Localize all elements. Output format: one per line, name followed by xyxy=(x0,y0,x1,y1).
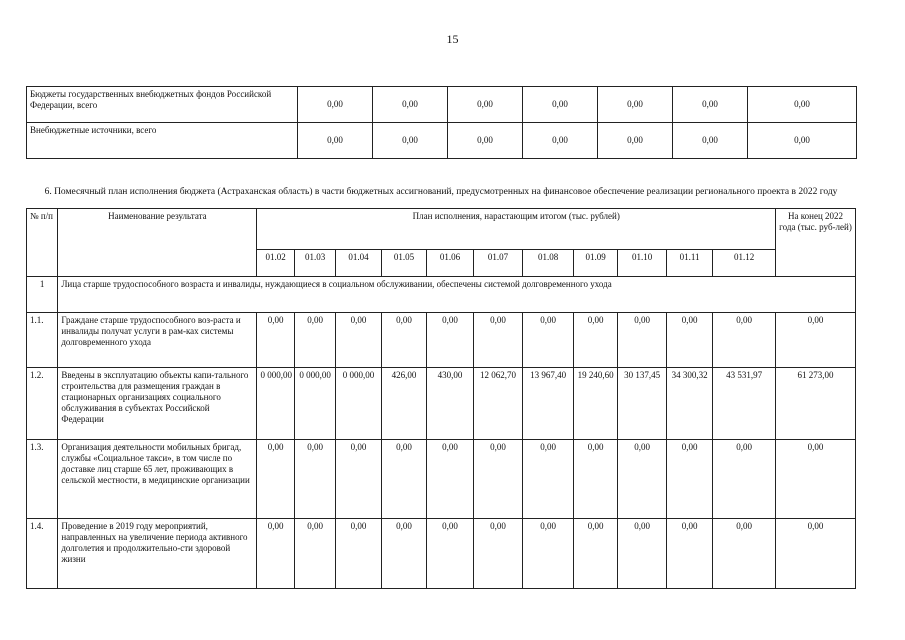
month-header: 01.07 xyxy=(473,250,523,277)
header-plan: План исполнения, нарастающим итогом (тыс. рублей) xyxy=(257,209,776,250)
top-row-value: 0,00 xyxy=(448,87,523,123)
row-num: 1.3. xyxy=(27,440,58,519)
row-name: Граждане старше трудоспособного воз-раста и инвалиды получат услуги в рам-ках системы долговременного ухода xyxy=(58,313,257,368)
top-row-value: 0,00 xyxy=(673,87,748,123)
row-value: 0,00 xyxy=(713,313,776,368)
row-value: 0,00 xyxy=(523,519,574,589)
row-value: 0,00 xyxy=(336,440,381,519)
monthly-plan-table xyxy=(26,208,856,589)
row-value: 426,00 xyxy=(381,368,426,440)
row-value: 0,00 xyxy=(257,440,294,519)
header-end-of-year: На конец 2022 года (тыс. руб-лей) xyxy=(776,209,856,277)
top-row-value: 0,00 xyxy=(673,123,748,159)
row-value: 0 000,00 xyxy=(257,368,294,440)
month-header: 01.11 xyxy=(666,250,713,277)
table-row xyxy=(27,368,856,440)
row-value: 0,00 xyxy=(427,440,474,519)
row-value: 0,00 xyxy=(618,440,667,519)
row-value: 0,00 xyxy=(713,440,776,519)
row-value: 0,00 xyxy=(336,313,381,368)
row-name: Введены в эксплуатацию объекты капи-тального строительства для размещения граждан в стационарных организациях социального обслуживания в субъектах Российской Федерации xyxy=(58,368,257,440)
row-name: Проведение в 2019 году мероприятий, направленных на увеличение периода активного долголетия и продолжительно-сти здоровой жизни xyxy=(58,519,257,589)
header-name: Наименование результата xyxy=(58,209,257,277)
top-row-value: 0,00 xyxy=(523,87,598,123)
group-num: 1 xyxy=(27,277,58,313)
row-value: 0,00 xyxy=(381,519,426,589)
group-title: Лица старше трудоспособного возраста и инвалиды, нуждающиеся в социальном обслуживании, обеспечены системой долговременного ухода xyxy=(58,277,856,313)
month-header: 01.12 xyxy=(713,250,776,277)
month-header: 01.10 xyxy=(618,250,667,277)
month-header: 01.08 xyxy=(523,250,574,277)
row-total: 0,00 xyxy=(776,313,856,368)
row-total: 0,00 xyxy=(776,440,856,519)
top-budget-table xyxy=(26,86,857,159)
row-value: 0,00 xyxy=(618,519,667,589)
row-value: 0,00 xyxy=(381,313,426,368)
row-value: 0,00 xyxy=(666,440,713,519)
top-row-value: 0,00 xyxy=(448,123,523,159)
month-header: 01.03 xyxy=(294,250,335,277)
table-row xyxy=(27,519,856,589)
table-row xyxy=(27,313,856,368)
row-value: 0,00 xyxy=(294,440,335,519)
row-value: 0,00 xyxy=(381,440,426,519)
row-value: 0 000,00 xyxy=(294,368,335,440)
top-row-label: Внебюджетные источники, всего xyxy=(27,123,298,159)
month-header: 01.05 xyxy=(381,250,426,277)
top-row-value: 0,00 xyxy=(598,87,673,123)
row-value: 13 967,40 xyxy=(523,368,574,440)
top-row-value: 0,00 xyxy=(748,123,857,159)
row-value: 0,00 xyxy=(257,313,294,368)
row-value: 30 137,45 xyxy=(618,368,667,440)
row-value: 0 000,00 xyxy=(336,368,381,440)
row-total: 61 273,00 xyxy=(776,368,856,440)
section-title: 6. Помесячный план исполнения бюджета (Астраханская область) в части бюджетных ассигнований, предусмотренных на финансовое обеспечение реализации регионального проекта в 2022 году xyxy=(44,187,838,197)
row-value: 0,00 xyxy=(523,440,574,519)
row-value: 0,00 xyxy=(473,519,523,589)
top-row-value: 0,00 xyxy=(523,123,598,159)
row-value: 0,00 xyxy=(666,313,713,368)
row-value: 430,00 xyxy=(427,368,474,440)
row-value: 0,00 xyxy=(713,519,776,589)
top-row-value: 0,00 xyxy=(373,123,448,159)
top-row-value: 0,00 xyxy=(373,87,448,123)
top-row-value: 0,00 xyxy=(298,123,373,159)
row-value: 0,00 xyxy=(294,313,335,368)
row-value: 0,00 xyxy=(666,519,713,589)
row-value: 0,00 xyxy=(427,313,474,368)
row-value: 34 300,32 xyxy=(666,368,713,440)
row-value: 0,00 xyxy=(523,313,574,368)
row-total: 0,00 xyxy=(776,519,856,589)
top-row-value: 0,00 xyxy=(298,87,373,123)
row-value: 0,00 xyxy=(336,519,381,589)
row-value: 0,00 xyxy=(473,440,523,519)
row-value: 19 240,60 xyxy=(573,368,617,440)
row-num: 1.2. xyxy=(27,368,58,440)
month-header: 01.04 xyxy=(336,250,381,277)
page-number: 15 xyxy=(446,32,459,46)
top-row-value: 0,00 xyxy=(748,87,857,123)
month-header: 01.06 xyxy=(427,250,474,277)
row-value: 43 531,97 xyxy=(713,368,776,440)
month-header: 01.02 xyxy=(257,250,294,277)
row-value: 0,00 xyxy=(573,440,617,519)
top-row-label: Бюджеты государственных внебюджетных фондов Российской Федерации, всего xyxy=(27,87,298,123)
header-num: № п/п xyxy=(27,209,58,277)
row-num: 1.4. xyxy=(27,519,58,589)
row-value: 0,00 xyxy=(427,519,474,589)
row-value: 12 062,70 xyxy=(473,368,523,440)
row-value: 0,00 xyxy=(473,313,523,368)
top-row xyxy=(27,87,857,123)
row-value: 0,00 xyxy=(257,519,294,589)
row-value: 0,00 xyxy=(573,519,617,589)
table-row xyxy=(27,440,856,519)
month-header: 01.09 xyxy=(573,250,617,277)
row-name: Организация деятельности мобильных бригад, службы «Социальное такси», в том числе по доставке лиц старше 65 лет, проживающих в сельской местности, в медицинские организации xyxy=(58,440,257,519)
top-row-value: 0,00 xyxy=(598,123,673,159)
row-num: 1.1. xyxy=(27,313,58,368)
row-value: 0,00 xyxy=(573,313,617,368)
top-row xyxy=(27,123,857,159)
row-value: 0,00 xyxy=(618,313,667,368)
row-value: 0,00 xyxy=(294,519,335,589)
